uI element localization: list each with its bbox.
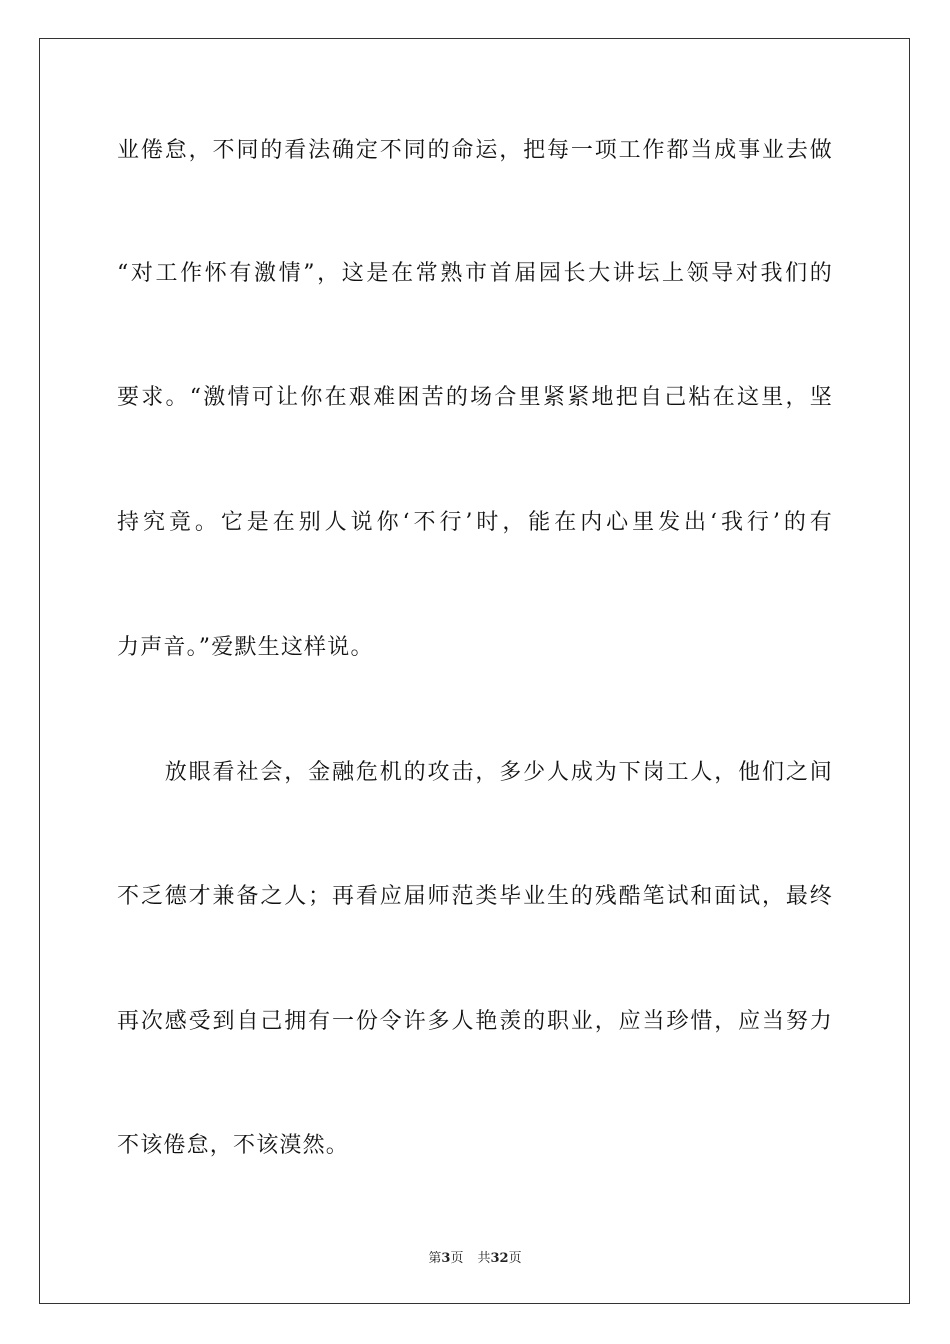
text-line-3: 要求。“激情可让你在艰难困苦的场合里紧紧地把自己粘在这里，坚 <box>117 385 833 410</box>
text-line-9: 不该倦怠，不该漠然。 <box>117 1133 350 1158</box>
page-prefix: 第 <box>428 1251 442 1266</box>
page-number: 3 <box>441 1251 451 1266</box>
text-line-8: 再次感受到自己拥有一份令许多人艳羡的职业，应当珍惜，应当努力 <box>117 1009 833 1034</box>
total-prefix: 共 <box>477 1251 491 1266</box>
page-footer <box>0 1247 950 1266</box>
total-pages: 32 <box>490 1251 509 1266</box>
text-line-6: 放眼看社会，金融危机的攻击，多少人成为下岗工人，他们之间 <box>117 760 833 785</box>
total-suffix: 页 <box>508 1251 522 1266</box>
page-suffix: 页 <box>450 1251 464 1266</box>
text-line-1: 业倦怠，不同的看法确定不同的命运，把每一项工作都当成事业去做 <box>117 138 833 163</box>
page-border <box>39 38 910 1304</box>
text-line-5: 力声音。”爱默生这样说。 <box>117 635 374 660</box>
text-line-7: 不乏德才兼备之人；再看应届师范类毕业生的残酷笔试和面试，最终 <box>117 884 833 909</box>
text-line-4: 持究竟。它是在别人说你‘不行’时，能在内心里发出‘我行’的有 <box>117 510 833 535</box>
text-line-2: “对工作怀有激情”，这是在常熟市首届园长大讲坛上领导对我们的 <box>117 261 833 286</box>
